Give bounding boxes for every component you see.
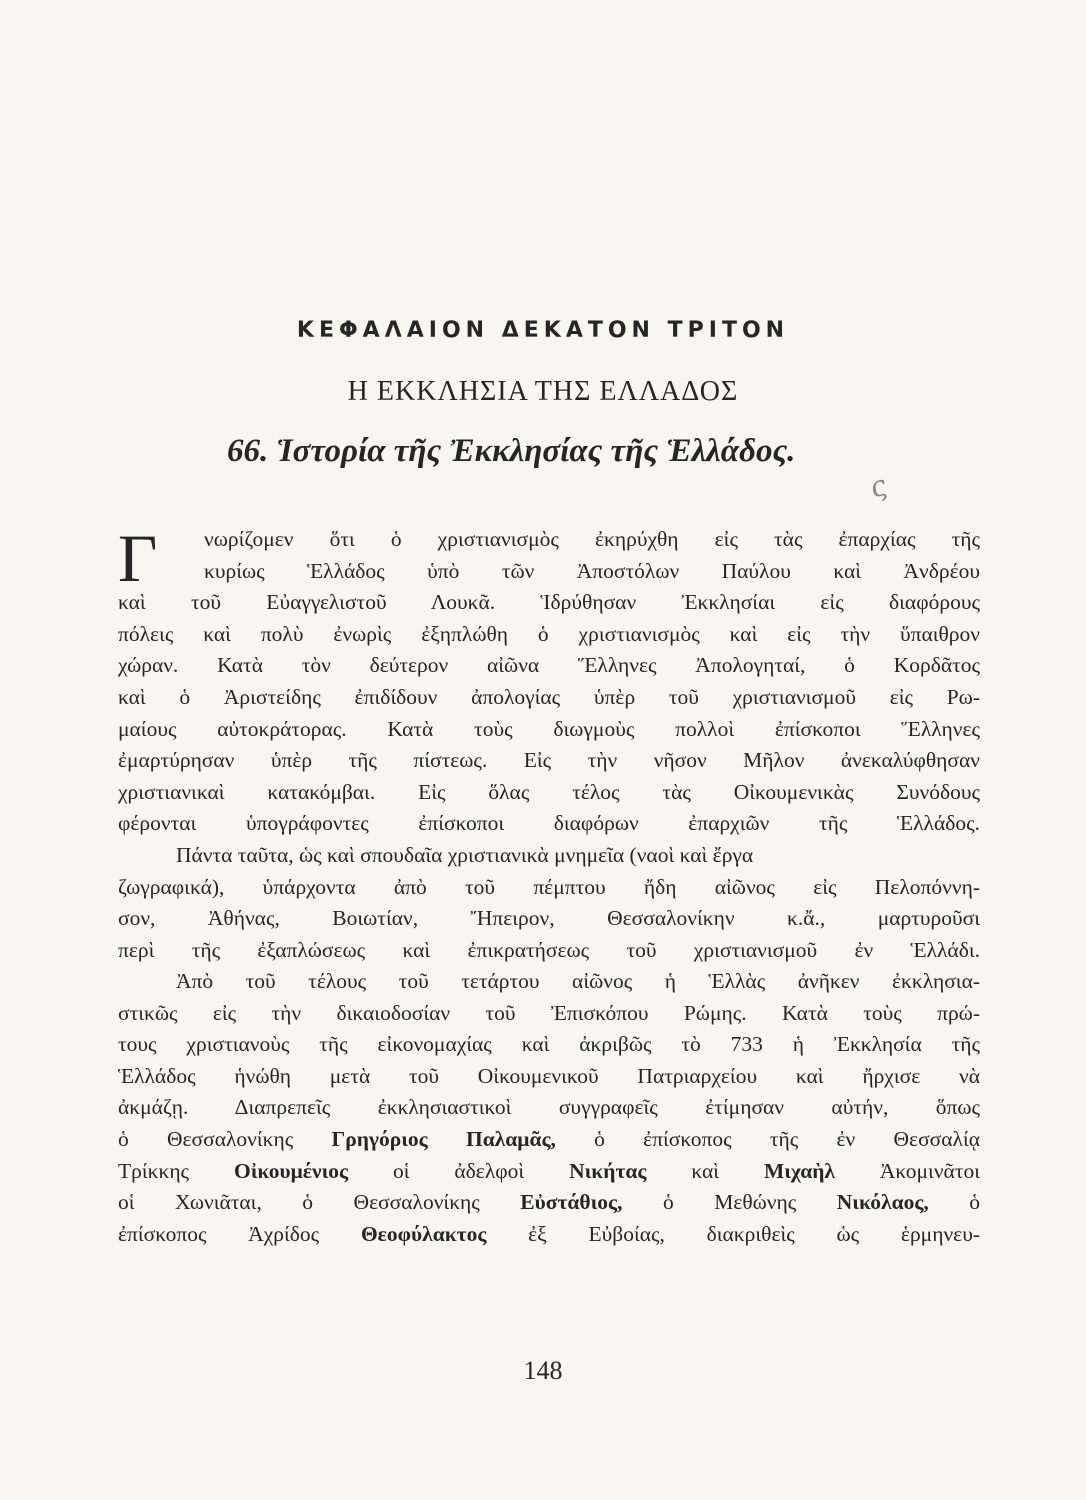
text-line: τους χριστιανοὺς τῆς εἰκονομαχίας καὶ ἀκριβῶς τὸ 733 ἡ Ἐκκλησία τῆς: [118, 1032, 980, 1057]
text-span: ὁ Θεσσαλονίκης: [118, 1126, 332, 1151]
bold-name: Νικόλαος,: [836, 1190, 929, 1215]
text-span: οἱ Χωνιᾶται, ὁ Θεσσαλονίκης: [118, 1190, 521, 1215]
text-line: καὶ τοῦ Εὐαγγελιστοῦ Λουκᾶ. Ἱδρύθησαν Ἐκκλησίαι εἰς διαφόρους: [118, 590, 980, 615]
paragraph-3: [118, 966, 980, 1250]
text-line: ἀκμάζῃ. Διαπρεπεῖς ἐκκλησιαστικοὶ συγγραφεῖς ἐτίμησαν αὐτήν, ὅπως: [118, 1095, 980, 1120]
text-span: καὶ: [646, 1158, 764, 1183]
text-line: σον, Ἀθήνας, Βοιωτίαν, Ἤπειρον, Θεσσαλονίκην κ.ἄ., μαρτυροῦσι: [118, 906, 980, 931]
text-line: Ἑλλάδος ἡνώθη μετὰ τοῦ Οἰκουμενικοῦ Πατριαρχείου καὶ ἤρχισε νὰ: [118, 1063, 980, 1088]
text-span: οἱ ἀδελφοὶ: [348, 1158, 570, 1183]
text-line: χριστιανικαὶ κατακόμβαι. Εἰς ὅλας τέλος τὰς Οἰκουμενικὰς Συνόδους: [118, 779, 980, 804]
text-line: [118, 1124, 980, 1156]
paragraph-1: [118, 520, 980, 840]
text-span: ὁ: [928, 1190, 981, 1215]
dropcap-wrapper: [118, 520, 980, 596]
page-number: 148: [523, 1356, 563, 1385]
text-line: Πάντα ταῦτα, ὡς καὶ σπουδαῖα χριστιανικὰ μνημεῖα (ναοὶ καὶ ἔργα: [176, 843, 754, 867]
text-line: [118, 1156, 980, 1188]
text-line: κυρίως Ἑλλάδος ὑπὸ τῶν Ἀποστόλων Παύλου καὶ Ἀνδρέου: [204, 558, 980, 583]
text-line: χώραν. Κατὰ τὸν δεύτερον αἰῶνα Ἕλληνες Ἀπολογηταί, ὁ Κορδᾶτος: [118, 653, 980, 678]
chapter-title: Η ΕΚΚΛΗΣΙΑ ΤΗΣ ΕΛΛΑΔΟΣ: [347, 376, 739, 407]
text-line: περὶ τῆς ἐξαπλώσεως καὶ ἐπικρατήσεως τοῦ χριστιανισμοῦ ἐν Ἑλλάδι.: [118, 937, 980, 962]
text-line: πόλεις καὶ πολὺ ἐνωρὶς ἐξηπλώθη ὁ χριστιανισμὸς καὶ εἰς τὴν ὕπαιθρον: [118, 621, 980, 646]
chapter-label: ΚΕΦΑΛΑΙΟΝ ΔΕΚΑΤΟΝ ΤΡΙΤΟΝ: [296, 318, 790, 343]
text-line: [118, 1219, 980, 1251]
text-span: ὁ Μεθώνης: [622, 1190, 837, 1215]
text-line: ζωγραφικά), ὑπάρχοντα ἀπὸ τοῦ πέμπτου ἤδη αἰῶνος εἰς Πελοπόννη-: [118, 874, 980, 899]
bold-name: Οἰκουμένιος: [233, 1158, 349, 1183]
bold-name: Εὐστάθιος,: [520, 1190, 623, 1215]
bold-name: Γρηγόριος Παλαμᾶς,: [331, 1126, 556, 1151]
text-span: Τρίκκης: [118, 1158, 234, 1183]
text-span: ἐπίσκοπος Ἀχρίδος: [118, 1221, 361, 1246]
text-line: καὶ ὁ Ἀριστείδης ἐπιδίδουν ἀπολογίας ὑπὲρ τοῦ χριστιανισμοῦ εἰς Ρω-: [118, 684, 980, 709]
pencil-mark: ς: [864, 468, 891, 505]
text-line: [118, 1187, 980, 1219]
paragraph-2: [118, 840, 980, 966]
text-span: Ἀκομινᾶτοι: [834, 1158, 980, 1183]
text-span: ἐξ Εὐβοίας, διακριθεὶς ὡς ἑρμηνευ-: [486, 1221, 980, 1246]
bold-name: Θεοφύλακτος: [360, 1221, 487, 1246]
bold-name: Μιχαὴλ: [763, 1158, 835, 1183]
text-line: ἐμαρτύρησαν ὑπὲρ τῆς πίστεως. Εἰς τὴν νῆσον Μῆλον ἀνεκαλύφθησαν: [118, 748, 980, 773]
text-line: φέρονται ὑπογράφοντες ἐπίσκοποι διαφόρων ἐπαρχιῶν τῆς Ἑλλάδος.: [118, 811, 980, 836]
drop-cap: Γ: [118, 520, 158, 596]
bold-name: Νικήτας: [569, 1158, 647, 1183]
text-line: στικῶς εἰς τὴν δικαιοδοσίαν τοῦ Ἐπισκόπου Ρώμης. Κατὰ τοὺς πρώ-: [118, 1000, 980, 1025]
text-line: μαίους αὐτοκράτορας. Κατὰ τοὺς διωγμοὺς πολλοὶ ἐπίσκοποι Ἕλληνες: [118, 716, 980, 741]
text-span: ὁ ἐπίσκοπος τῆς ἐν Θεσσαλίᾳ: [555, 1126, 980, 1151]
section-title: 66. Ἱστορία τῆς Ἐκκλησίας τῆς Ἑλλάδος.: [227, 433, 796, 469]
text-line: νωρίζομεν ὅτι ὁ χριστιανισμὸς ἐκηρύχθη εἰς τὰς ἐπαρχίας τῆς: [204, 527, 980, 551]
text-line: Ἀπὸ τοῦ τέλους τοῦ τετάρτου αἰῶνος ἡ Ἑλλὰς ἀνῆκεν ἐκκλησια-: [176, 969, 980, 993]
